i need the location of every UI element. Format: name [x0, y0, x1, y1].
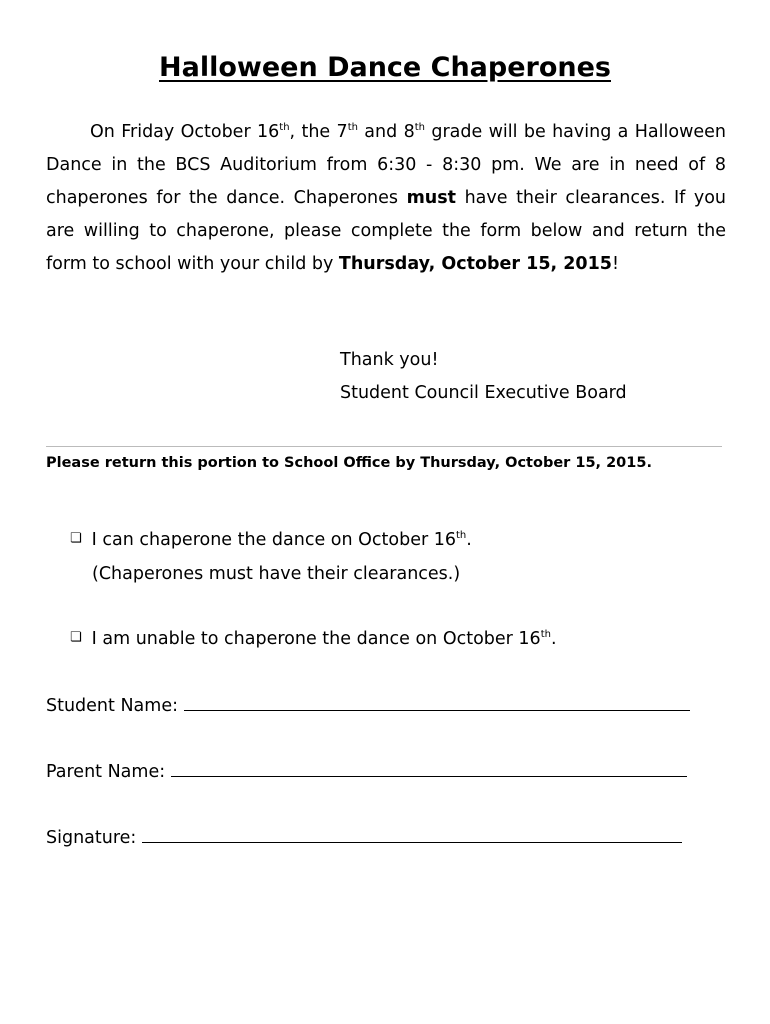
student-name-line[interactable]	[184, 696, 690, 711]
return-notice: Please return this portion to School Office by Thursday, October 15, 2015.	[46, 455, 652, 471]
tear-off-divider	[46, 446, 722, 447]
deadline-date: Thursday, October 15, 2015	[338, 254, 612, 274]
signature-line[interactable]	[142, 828, 682, 843]
student-name-label: Student Name:	[46, 696, 178, 716]
must-emphasis: must	[406, 188, 457, 208]
option-unable[interactable]: ❏ I am unable to chaperone the dance on October 16th.	[70, 629, 557, 649]
parent-name-line[interactable]	[171, 762, 687, 777]
page-title: Halloween Dance Chaperones	[159, 52, 611, 83]
student-name-field[interactable]	[46, 696, 690, 716]
signature-field[interactable]	[46, 828, 682, 848]
parent-name-label: Parent Name:	[46, 762, 166, 782]
signoff-from: Student Council Executive Board	[340, 383, 627, 403]
option-note: (Chaperones must have their clearances.)	[92, 564, 461, 584]
option-can-chaperone[interactable]: ❏ I can chaperone the dance on October 16th.	[70, 530, 472, 550]
checkbox-icon[interactable]: ❏	[70, 629, 82, 645]
letter-body: On Friday October 16th, the 7th and 8th grade will be having a Halloween Dance in the BCS Auditorium from 6:30 - 8:30 pm. We are in need of 8 chaperones for the dance. Chaperones must have their clearances. If you are willing to chaperone, please complete the form below and return the form to school with your child by Thursday, October 15, 2015!	[46, 122, 727, 274]
signoff-thanks: Thank you!	[340, 350, 439, 370]
checkbox-icon[interactable]: ❏	[70, 530, 82, 546]
signature-label: Signature:	[46, 828, 137, 848]
parent-name-field[interactable]	[46, 762, 687, 782]
